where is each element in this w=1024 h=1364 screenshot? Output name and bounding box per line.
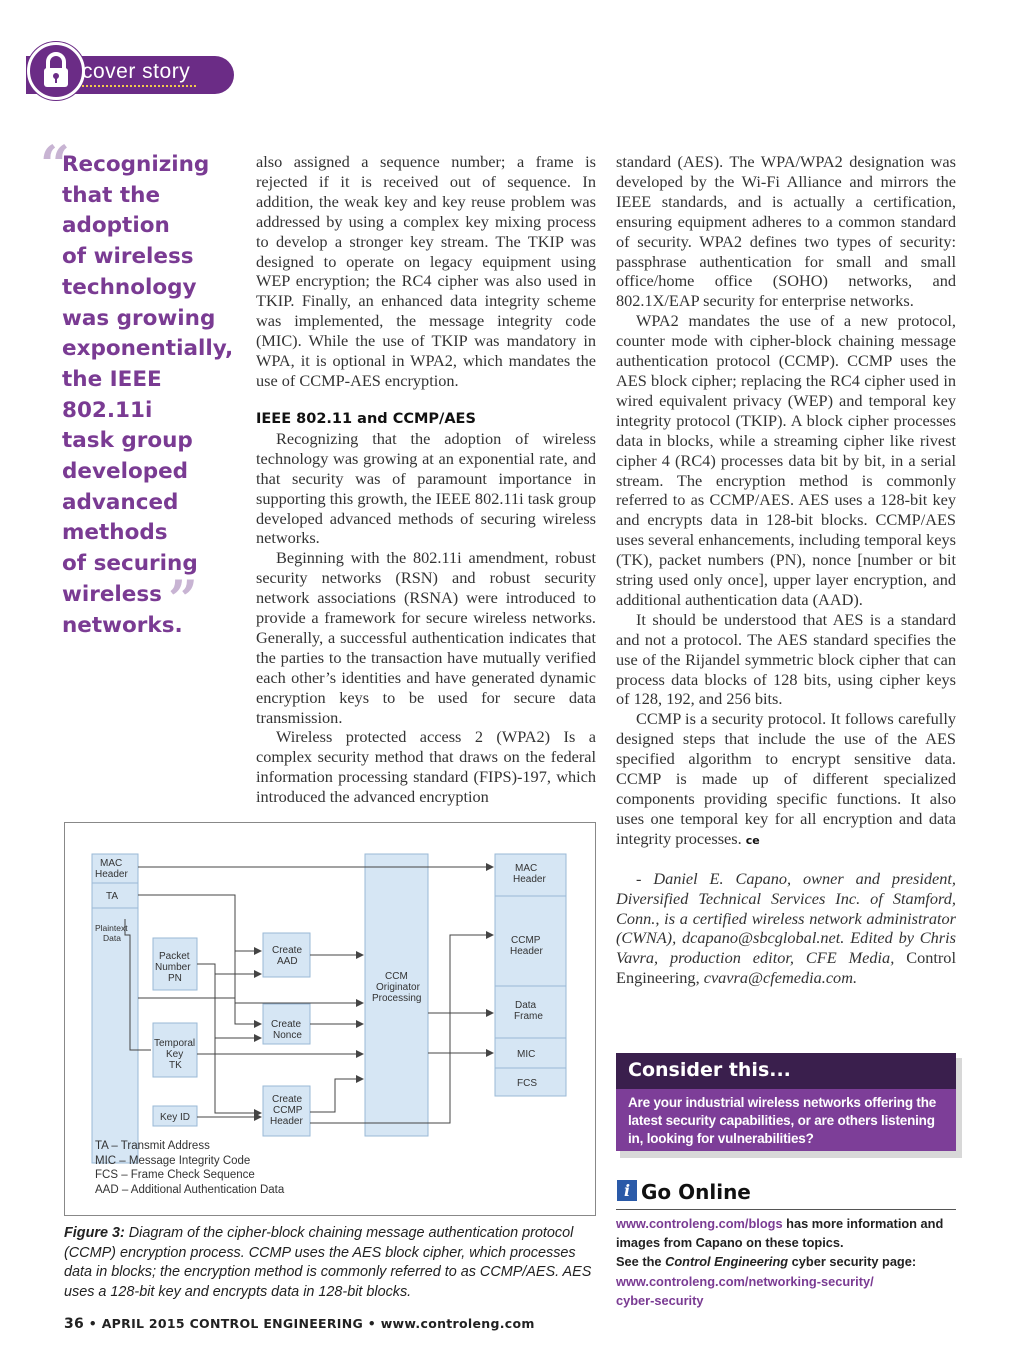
caption-text: Diagram of the cipher-block chaining message authentication protocol (CCMP) encryption process. CCMP uses the AES block cipher, which processes data in blocks; the encryption method is commonly referred to as CCMP/AES. AES uses a 128-bit key and encrypts data in 128-bit blocks. bbox=[64, 1225, 592, 1300]
out-mic-label: MIC bbox=[517, 1049, 536, 1060]
left-stack bbox=[92, 854, 138, 1163]
paragraph: WPA2 mandates the use of a new protocol, counter mode with cipher-block chaining message authentication protocol (CCMP). CCMP uses the AES block cipher; replacing the RC4 cipher used in wired equivalent privacy (WEP) and temporal key integrity protocol (TKIP). A block cipher processes data in blocks, while a streaming cipher like rivest cipher 4 (RC4) processes data bit by bit, in a serial stream. The encryption method is commonly referred to as CCMP/AES. AES uses a 128-bit key and encrypts data in 128-bit blocks. CCMP/AES uses several enhancements, including temporal keys (TK), packet numbers (PN), nonce [number or bit string used only once], upper layer encryption, and additional authentication data (AAD). bbox=[616, 311, 956, 609]
consider-title: Consider this... bbox=[616, 1053, 956, 1089]
out-fcs-label: FCS bbox=[517, 1078, 537, 1089]
legend-item: MIC – Message Integrity Code bbox=[95, 1155, 251, 1167]
footer-url[interactable]: www.controleng.com bbox=[380, 1316, 535, 1331]
author-byline bbox=[616, 869, 956, 988]
open-quote-mark: “ bbox=[40, 135, 70, 196]
figure-caption bbox=[64, 1224, 594, 1302]
create-aad-label: Create AAD bbox=[272, 945, 303, 967]
go-online-divider bbox=[616, 1209, 956, 1210]
pull-quote-line: task group bbox=[62, 428, 193, 454]
pull-quote-line: advanced bbox=[62, 489, 179, 515]
legend-item: FCS – Frame Check Sequence bbox=[95, 1169, 255, 1181]
paragraph-text: CCMP is a security protocol. It follows carefully designed steps that include the use of the AES specified algorithm to encrypt sensitive data. CCMP is made up of different specialized components providing specific functions. It also uses one temporal key for all encryption and data integrity processes. bbox=[616, 709, 956, 848]
figure-diagram bbox=[64, 822, 596, 1216]
legend-item: TA – Transmit Address bbox=[95, 1140, 210, 1152]
go-online-text-1: has more information and images from Capano on these topics. bbox=[616, 1216, 944, 1251]
cyber-security-link-cont[interactable]: cyber-security bbox=[616, 1292, 704, 1308]
legend-item: AAD – Additional Authentication Data bbox=[95, 1184, 285, 1196]
paragraph: It should be understood that AES is a standard and not a protocol. The AES standard specifies the use of the Rijandel symmetric block cipher that can process data blocks of 128 bits, using cipher keys of 128, 192, and 256 bits. bbox=[616, 609, 956, 709]
out-ccmp-header-label: CCMP Header bbox=[510, 935, 543, 957]
go-online-text-2-pre: See the bbox=[616, 1254, 662, 1270]
figure-legend bbox=[95, 1140, 285, 1196]
pull-quote-line: Recognizing bbox=[62, 152, 210, 177]
plaintext-label: Plaintext Data bbox=[95, 923, 128, 943]
article-column-2 bbox=[616, 152, 956, 988]
paragraph bbox=[616, 709, 956, 850]
section-underline bbox=[82, 85, 196, 87]
pull-quote-line: networks. bbox=[62, 612, 183, 638]
paragraph: also assigned a sequence number; a frame is rejected if it is received out of sequence. In addition, the weak key and key reuse problem was addressed by using a complex key mixing process to develop a stronger key stream. The TKIP was designed to operate on legacy equipment using WEP encryption; the RC4 cipher was also used in TKIP. Finally, an enhanced data integrity scheme was implemented, the message integrity code (MIC). While the use of TKIP was mandatory in WPA, it is optional in WPA2, which mandates the use of CCMP-AES encryption. bbox=[256, 152, 596, 390]
caption-label: Figure 3: bbox=[64, 1225, 125, 1241]
footer-separator: • bbox=[367, 1316, 381, 1331]
consider-box bbox=[616, 1053, 956, 1153]
subhead: IEEE 802.11 and CCMP/AES bbox=[256, 410, 476, 427]
pull-quote bbox=[62, 150, 242, 641]
pull-quote-line: developed bbox=[62, 459, 189, 485]
create-ccmp-header-label: Create CCMP Header bbox=[270, 1094, 303, 1127]
key-id-label: Key ID bbox=[160, 1112, 191, 1123]
mac-header-label: MAC Header bbox=[95, 858, 128, 880]
paragraph: Wireless protected access 2 (WPA2) Is a complex security method that draws on the federal information processing standard (FIPS)-197, which introduced the advanced encryption bbox=[256, 727, 596, 807]
pull-quote-line: technology bbox=[62, 274, 197, 300]
footer-issue: APRIL 2015 CONTROL ENGINEERING bbox=[101, 1316, 364, 1331]
byline-publication: Control Engineering, bbox=[616, 948, 956, 988]
footer-separator: • bbox=[88, 1316, 102, 1331]
right-stack bbox=[495, 854, 566, 1096]
consider-body: Are your industrial wireless networks offering the latest security capabilities, or are others listening in, looking for vulnerabilities? bbox=[616, 1089, 956, 1151]
publication-name: Control Engineering bbox=[665, 1254, 789, 1270]
go-online-title: Go Online bbox=[641, 1180, 751, 1204]
out-mac-header-label: MAC Header bbox=[513, 863, 546, 885]
article-column-1 bbox=[256, 152, 596, 807]
end-mark: ce bbox=[745, 833, 760, 847]
byline-email[interactable]: cvavra@cfemedia.com. bbox=[703, 968, 858, 988]
pull-quote-line: of securing bbox=[62, 551, 198, 577]
cyber-security-link[interactable]: www.controleng.com/networking-security/ bbox=[616, 1273, 874, 1289]
go-online-text-2-post: cyber security page: bbox=[791, 1254, 917, 1270]
close-quote-mark: ” bbox=[168, 570, 198, 631]
out-data-frame-label: Data Frame bbox=[514, 1000, 543, 1022]
pull-quote-line: of wireless bbox=[62, 244, 194, 270]
go-online-text bbox=[616, 1214, 956, 1310]
pull-quote-line: was growing bbox=[62, 305, 216, 331]
blogs-link[interactable]: www.controleng.com/blogs bbox=[616, 1216, 783, 1231]
paragraph: Beginning with the 802.11i amendment, robust security networks (RSN) and robust security network associations (RSNA) were introduced to provide a framework for secure wireless networks. Generally, a successful authentication indicates that the parties to the transaction have mutually verified each other’s identities and have generated dynamic encryption keys to be used for secure data transmission. bbox=[256, 548, 596, 727]
section-label: cover story bbox=[82, 60, 191, 83]
ta-label: TA bbox=[106, 891, 119, 902]
ccm-processing-label: CCM Originator Processing bbox=[372, 971, 422, 1004]
page-number: 36 bbox=[64, 1316, 85, 1332]
temporal-key-label: Temporal Key TK bbox=[154, 1038, 196, 1071]
pull-quote-line: adoption bbox=[62, 213, 170, 239]
pull-quote-line: methods bbox=[62, 520, 168, 546]
pull-quote-line: wireless bbox=[62, 581, 162, 607]
page-footer bbox=[64, 1316, 535, 1332]
paragraph: Recognizing that the adoption of wireless technology was growing at an exponential rate, and that security was of paramount importance in supporting this growth, the IEEE 802.11i task group developed advanced methods of securing wireless networks. bbox=[256, 428, 596, 548]
pull-quote-line: the IEEE 802.11i bbox=[62, 366, 162, 423]
packet-number-label: Packet Number PN bbox=[155, 951, 191, 984]
pull-quote-line: that the bbox=[62, 182, 161, 208]
lock-icon bbox=[27, 42, 85, 100]
pull-quote-line: exponentially, bbox=[62, 336, 234, 362]
byline-text: - Daniel E. Capano, owner and president, Diversified Technical Services Inc. of Stamford, Conn., is a certified wireless network administrator (CWNA), dcapano@sbcglobal.net. Edited by Chris Vavra, production editor, CFE Media, bbox=[616, 868, 956, 968]
info-icon: i bbox=[617, 1180, 637, 1201]
paragraph: standard (AES). The WPA/WPA2 designation was developed by the Wi-Fi Alliance and mirrors the IEEE standards, and is actually a certification, ensuring equipment adheres to a common standard of security. WPA2 defines two types of security: passphrase authentication for small and small office/home office (SOHO) networks, and 802.1X/EAP security for enterprise networks. bbox=[616, 152, 956, 311]
create-nonce-label: Create Nonce bbox=[271, 1019, 302, 1041]
